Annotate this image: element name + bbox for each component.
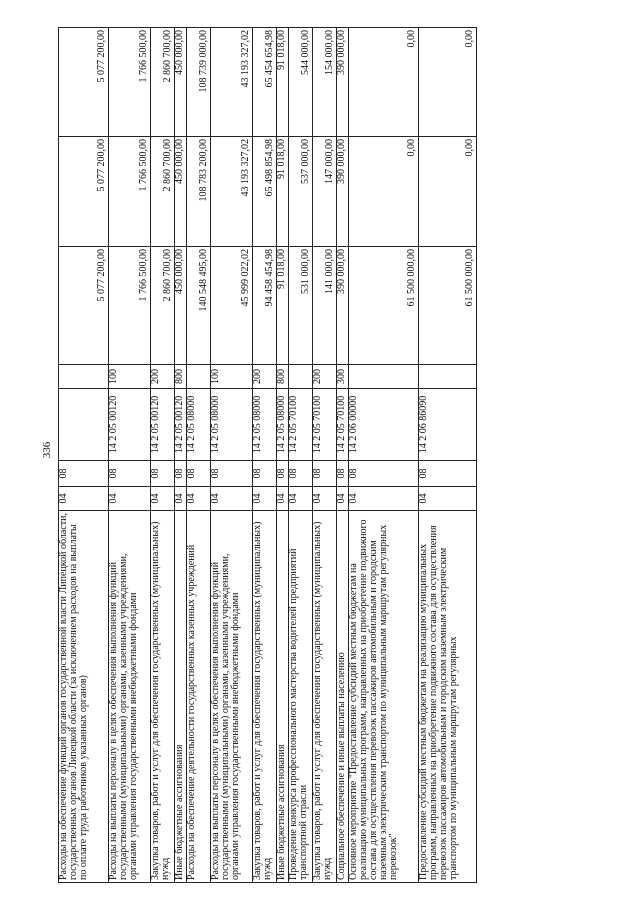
row-amount-year3-cell: 2 860 700,00	[151, 28, 175, 137]
row-name-cell: Иные бюджетные ассигнования	[277, 511, 289, 883]
row-amount-year3-cell: 544 000,00	[289, 28, 313, 137]
row-section-cell: 04	[151, 487, 175, 511]
row-subsection-cell: 08	[59, 461, 109, 487]
table-row	[349, 28, 419, 883]
row-amount-year3-cell: 154 000,00	[313, 28, 337, 137]
row-subsection-cell: 08	[349, 461, 419, 487]
table-row	[211, 28, 253, 883]
row-target-article-cell: 14 2 05 00120	[109, 389, 151, 461]
row-amount-year2-cell: 5 077 200,00	[59, 137, 109, 247]
row-subsection-cell: 08	[109, 461, 151, 487]
row-amount-year2-cell: 65 498 854,98	[253, 137, 277, 247]
row-target-article-cell: 14 2 05 70100	[337, 389, 349, 461]
row-target-article-cell: 14 2 05 08000	[253, 389, 277, 461]
row-subsection-cell: 08	[151, 461, 175, 487]
row-amount-year2-cell: 147 000,00	[313, 137, 337, 247]
row-section-cell: 04	[337, 487, 349, 511]
row-section-cell: 04	[59, 487, 109, 511]
row-section-cell: 04	[349, 487, 419, 511]
row-target-article-cell: 14 2 05 00120	[175, 389, 187, 461]
row-name-cell: Расходы на выплаты персоналу в целях обеспечения выполнения функций государственными (муниципальными) органами, казенными учреждениями, органами управления государственными внебюджетными фондами	[211, 511, 253, 883]
row-section-cell: 04	[175, 487, 187, 511]
row-section-cell: 04	[253, 487, 277, 511]
row-section-cell: 04	[187, 487, 211, 511]
row-name-cell: Закупка товаров, работ и услуг для обеспечения государственных (муниципальных) нужд	[313, 511, 337, 883]
table-row	[187, 28, 211, 883]
row-section-cell: 04	[211, 487, 253, 511]
row-amount-year2-cell: 1 766 500,00	[109, 137, 151, 247]
table-row	[277, 28, 289, 883]
budget-table	[58, 27, 477, 883]
row-name-cell: Расходы на обеспечение функций органов государственной власти Липецкой области, государственных органов Липецкой области (за исключением расходов на выплаты по оплате труда работников указанных органов)	[59, 511, 109, 883]
row-target-article-cell: 14 2 05 08000	[211, 389, 253, 461]
row-expense-type-cell	[289, 365, 313, 389]
budget-table-container	[58, 28, 475, 883]
row-name-cell: Иные бюджетные ассигнования	[175, 511, 187, 883]
row-name-cell: Социальное обеспечение и иные выплаты населению	[337, 511, 349, 883]
row-expense-type-cell	[59, 365, 109, 389]
row-amount-year3-cell: 0,00	[419, 28, 477, 137]
row-amount-year1-cell: 91 018,00	[277, 247, 289, 365]
row-amount-year3-cell: 1 766 500,00	[109, 28, 151, 137]
row-amount-year1-cell: 2 860 700,00	[151, 247, 175, 365]
row-name-cell: Закупка товаров, работ и услуг для обеспечения государственных (муниципальных) нужд	[253, 511, 277, 883]
row-expense-type-cell: 100	[109, 365, 151, 389]
row-target-article-cell: 14 2 05 70100	[289, 389, 313, 461]
row-name-cell: Закупка товаров, работ и услуг для обеспечения государственных (муниципальных) нужд	[151, 511, 175, 883]
table-row	[109, 28, 151, 883]
row-target-article-cell: 14 2 05 08000	[187, 389, 211, 461]
row-target-article-cell: 14 2 06 00000	[349, 389, 419, 461]
row-amount-year1-cell: 61 500 000,00	[349, 247, 419, 365]
row-amount-year2-cell: 108 783 200,00	[187, 137, 211, 247]
row-amount-year2-cell: 0,00	[419, 137, 477, 247]
table-row	[151, 28, 175, 883]
row-expense-type-cell	[187, 365, 211, 389]
row-expense-type-cell: 200	[151, 365, 175, 389]
row-subsection-cell: 08	[337, 461, 349, 487]
row-name-cell: Предоставление субсидий местным бюджетам на реализацию муниципальных программ, направленных на приобретение подвижного состава для осуществления перевозок пассажиров автомобильным и городским наземным электрическим транспортом по муниципальным маршрутам регулярных	[419, 511, 477, 883]
row-amount-year3-cell: 450 000,00	[175, 28, 187, 137]
row-name-cell: Расходы на выплаты персоналу в целях обеспечения выполнения функций государственными (муниципальными) органами, казенными учреждениями, органами управления государственными внебюджетными фондами	[109, 511, 151, 883]
row-section-cell: 04	[277, 487, 289, 511]
table-row	[253, 28, 277, 883]
row-subsection-cell: 08	[175, 461, 187, 487]
row-amount-year1-cell: 94 458 454,98	[253, 247, 277, 365]
row-amount-year1-cell: 450 000,00	[175, 247, 187, 365]
row-section-cell: 04	[313, 487, 337, 511]
row-amount-year3-cell: 65 454 654,98	[253, 28, 277, 137]
row-subsection-cell: 08	[419, 461, 477, 487]
row-name-cell: Расходы на обеспечение деятельности государственных казенных учреждений	[187, 511, 211, 883]
row-amount-year1-cell: 61 500 000,00	[419, 247, 477, 365]
row-expense-type-cell: 100	[211, 365, 253, 389]
row-amount-year1-cell: 390 000,00	[337, 247, 349, 365]
row-amount-year3-cell: 5 077 200,00	[59, 28, 109, 137]
row-amount-year3-cell: 108 739 000,00	[187, 28, 211, 137]
row-amount-year2-cell: 390 000,00	[337, 137, 349, 247]
row-target-article-cell: 14 2 05 08000	[277, 389, 289, 461]
table-row	[337, 28, 349, 883]
row-amount-year2-cell: 91 018,00	[277, 137, 289, 247]
row-subsection-cell: 08	[289, 461, 313, 487]
row-expense-type-cell	[419, 365, 477, 389]
row-amount-year3-cell: 0,00	[349, 28, 419, 137]
row-expense-type-cell: 300	[337, 365, 349, 389]
table-rotation-wrapper	[58, 28, 475, 883]
row-amount-year2-cell: 43 193 327,02	[211, 137, 253, 247]
table-row	[419, 28, 477, 883]
row-subsection-cell: 08	[277, 461, 289, 487]
row-subsection-cell: 08	[187, 461, 211, 487]
table-row	[289, 28, 313, 883]
table-body	[59, 28, 477, 883]
row-target-article-cell: 14 2 05 70100	[313, 389, 337, 461]
row-subsection-cell: 08	[313, 461, 337, 487]
row-amount-year1-cell: 141 000,00	[313, 247, 337, 365]
row-expense-type-cell: 800	[175, 365, 187, 389]
row-amount-year1-cell: 1 766 500,00	[109, 247, 151, 365]
table-row	[313, 28, 337, 883]
row-section-cell: 04	[289, 487, 313, 511]
row-expense-type-cell: 200	[313, 365, 337, 389]
row-name-cell: Проведение конкурса профессионального мастерства водителей предприятий транспортной отрасли	[289, 511, 313, 883]
row-section-cell: 04	[109, 487, 151, 511]
row-amount-year3-cell: 91 018,00	[277, 28, 289, 137]
row-amount-year3-cell: 43 193 327,02	[211, 28, 253, 137]
row-amount-year2-cell: 537 000,00	[289, 137, 313, 247]
row-expense-type-cell: 200	[253, 365, 277, 389]
row-expense-type-cell	[349, 365, 419, 389]
row-name-cell: Основное мероприятие "Предоставление субсидий местным бюджетам на реализацию муниципальных программ, направленных на приобретение подвижного состава для осуществления перевозок пассажиров автомобильным и городским наземным электрическим транспортом по муниципальным маршрутам регулярных перевозок"	[349, 511, 419, 883]
row-amount-year2-cell: 450 000,00	[175, 137, 187, 247]
row-subsection-cell: 08	[211, 461, 253, 487]
row-amount-year3-cell: 390 000,00	[337, 28, 349, 137]
row-expense-type-cell: 800	[277, 365, 289, 389]
row-amount-year1-cell: 140 548 495,00	[187, 247, 211, 365]
row-target-article-cell: 14 2 05 00120	[151, 389, 175, 461]
row-amount-year2-cell: 2 860 700,00	[151, 137, 175, 247]
row-target-article-cell	[59, 389, 109, 461]
row-amount-year1-cell: 5 077 200,00	[59, 247, 109, 365]
table-row	[59, 28, 109, 883]
row-amount-year1-cell: 531 000,00	[289, 247, 313, 365]
row-target-article-cell: 14 2 06 86090	[419, 389, 477, 461]
row-subsection-cell: 08	[253, 461, 277, 487]
row-amount-year1-cell: 45 999 022,02	[211, 247, 253, 365]
row-section-cell: 04	[419, 487, 477, 511]
row-amount-year2-cell: 0,00	[349, 137, 419, 247]
table-row	[175, 28, 187, 883]
page-number: 336	[41, 441, 53, 459]
